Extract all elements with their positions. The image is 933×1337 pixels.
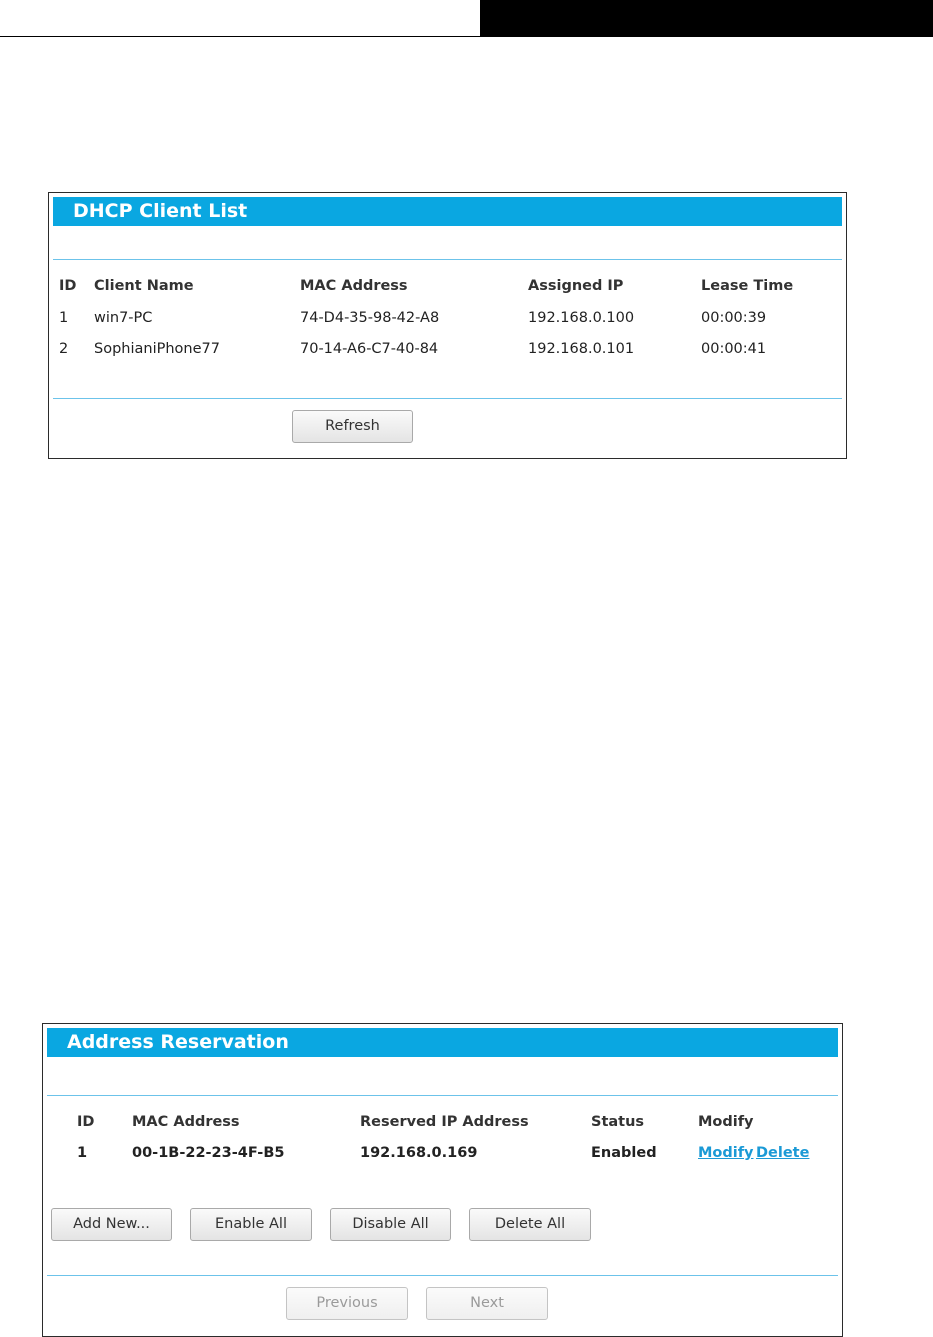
address-reservation-panel [42, 1023, 843, 1337]
row-id: 2 [59, 341, 69, 357]
next-button[interactable]: Next [426, 1287, 548, 1320]
row-id: 1 [59, 310, 69, 326]
page-header-rule [0, 36, 480, 37]
col-header-modify: Modify [698, 1114, 754, 1130]
row-mac-address: 74-D4-35-98-42-A8 [300, 310, 440, 326]
col-header-client-name: Client Name [94, 278, 194, 294]
delete-all-button[interactable]: Delete All [469, 1208, 591, 1241]
refresh-button[interactable]: Refresh [292, 410, 413, 443]
col-header-mac-address: MAC Address [300, 278, 408, 294]
address-reservation-title: Address Reservation [47, 1028, 838, 1057]
row-client-name: win7-PC [94, 310, 153, 326]
previous-button[interactable]: Previous [286, 1287, 408, 1320]
enable-all-button[interactable]: Enable All [190, 1208, 312, 1241]
dhcp-client-list-title: DHCP Client List [53, 197, 842, 226]
col-header-assigned-ip: Assigned IP [528, 278, 624, 294]
disable-all-button[interactable]: Disable All [330, 1208, 451, 1241]
row-reserved-ip: 192.168.0.169 [360, 1145, 478, 1161]
divider [53, 259, 842, 260]
col-header-status: Status [591, 1114, 645, 1130]
divider [47, 1275, 838, 1276]
col-header-id: ID [59, 278, 77, 294]
col-header-reserved-ip: Reserved IP Address [360, 1114, 529, 1130]
row-mac-address: 00-1B-22-23-4F-B5 [132, 1145, 285, 1161]
delete-link[interactable]: Delete [756, 1145, 810, 1161]
divider [47, 1095, 838, 1096]
page-header-bar [480, 0, 933, 37]
row-assigned-ip: 192.168.0.101 [528, 341, 635, 357]
row-status: Enabled [591, 1145, 657, 1161]
divider [53, 398, 842, 399]
row-assigned-ip: 192.168.0.100 [528, 310, 635, 326]
row-lease-time: 00:00:39 [701, 310, 767, 326]
row-lease-time: 00:00:41 [701, 341, 767, 357]
modify-link[interactable]: Modify [698, 1145, 754, 1161]
add-new-button[interactable]: Add New... [51, 1208, 172, 1241]
col-header-id: ID [77, 1114, 95, 1130]
row-id: 1 [77, 1145, 88, 1161]
row-client-name: SophianiPhone77 [94, 341, 220, 357]
col-header-lease-time: Lease Time [701, 278, 794, 294]
dhcp-client-list-panel [48, 192, 847, 459]
row-mac-address: 70-14-A6-C7-40-84 [300, 341, 439, 357]
col-header-mac-address: MAC Address [132, 1114, 240, 1130]
